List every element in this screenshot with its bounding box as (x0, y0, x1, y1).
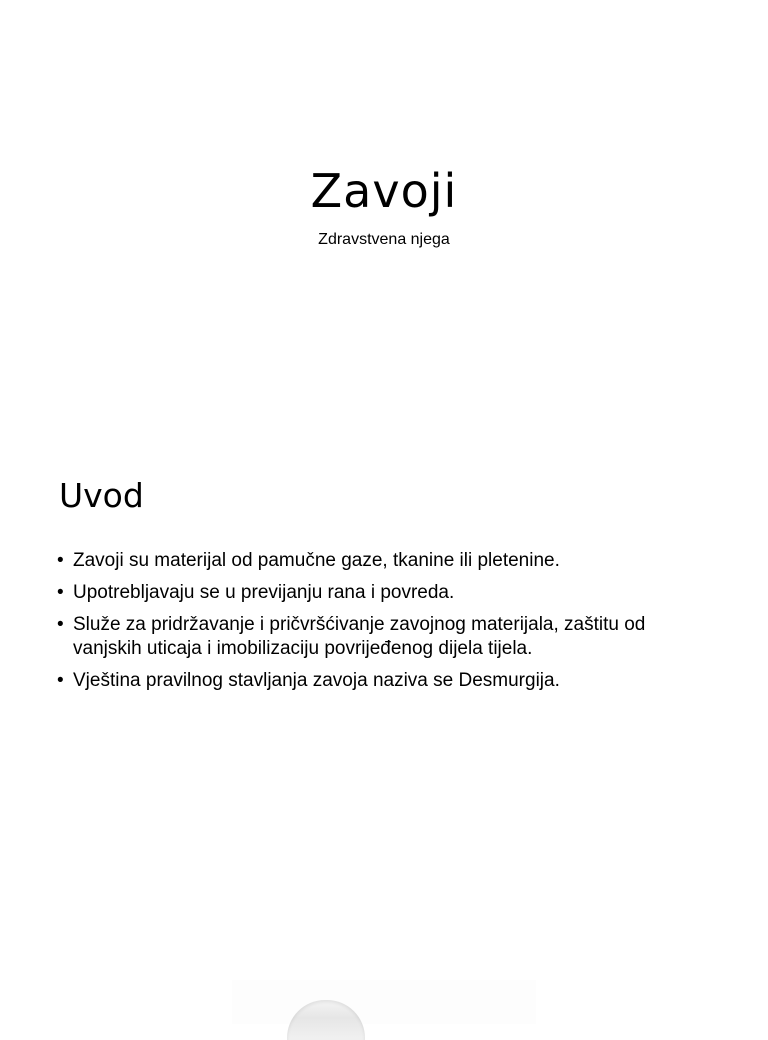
page-subtitle: Zdravstvena njega (318, 231, 450, 248)
bandage-image (232, 980, 536, 1024)
list-item: • Upotrebljavaju se u previjanju rana i povreda. (57, 581, 717, 605)
bandage-roll-icon (287, 1000, 365, 1040)
list-item: • Zavoji su materijal od pamučne gaze, tkanine ili pletenine. (57, 549, 717, 573)
list-item: • Služe za pridržavanje i pričvršćivanje zavojnog materijala, zaštitu od vanjskih uticaja i imobilizaciju povrijeđenog dijela tijela. (57, 613, 717, 661)
page-title: Zavoji (310, 164, 458, 218)
bullet-list (57, 549, 717, 701)
list-item: • Vještina pravilnog stavljanja zavoja naziva se Desmurgija. (57, 669, 717, 693)
section-heading: Uvod (59, 476, 144, 515)
